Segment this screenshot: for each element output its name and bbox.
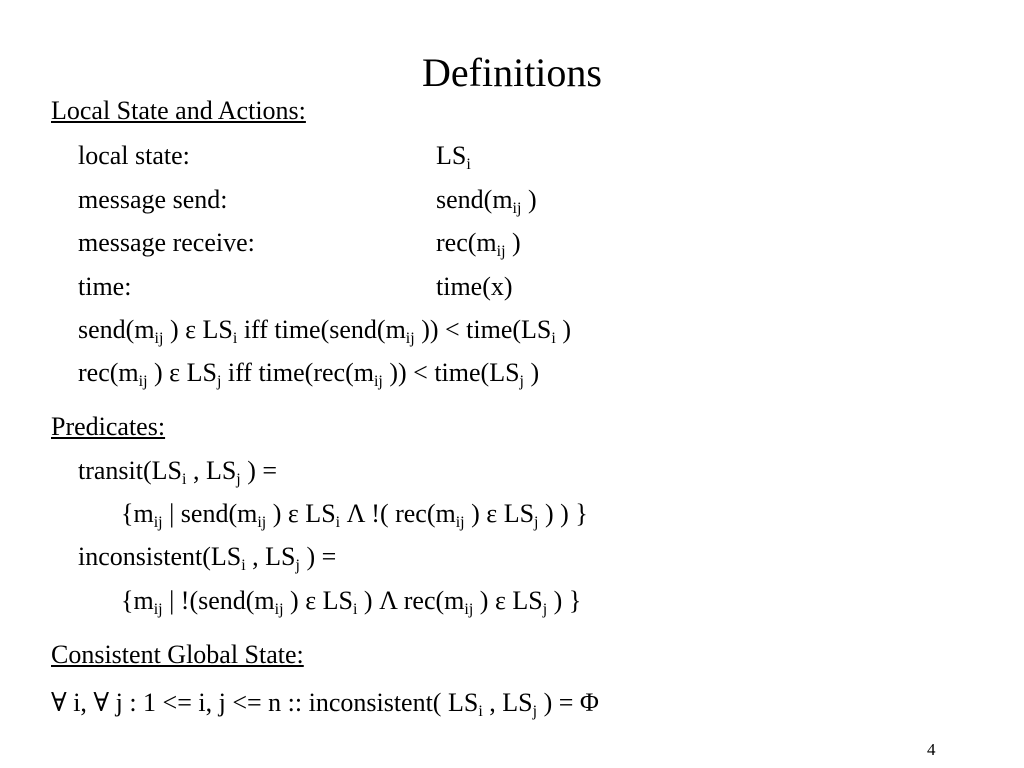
- def-value: $send(m_{ij}$ ): [436, 185, 537, 217]
- consistent-state-formula: ∀ i, ∀ j : 1 <= i, j <= n :: inconsistent( $LS_i$ , $LS_j$ ) = Φ: [51, 688, 599, 720]
- def-label: message receive:: [78, 228, 255, 257]
- def-time: [78, 270, 513, 304]
- def-local-state: [78, 139, 471, 173]
- def-message-receive: [78, 226, 521, 260]
- def-value: $LS_i$: [436, 141, 471, 173]
- def-value: $rec(m_{ij}$ ): [436, 228, 521, 260]
- rule-rec: $rec(m_{ij}$ ) ε $LS_j$ iff $time(rec(m_{ij}$ )) < $time(LS_j$ ): [78, 358, 540, 390]
- def-value: time(x): [436, 272, 513, 301]
- inconsistent-set: {$m_{ij}$ | $!(send(m_{ij}$ ) ε $LS_i$ ) Λ $rec(m_{ij}$ ) ε $LS_j$ ) }: [121, 586, 582, 618]
- page-number: 4: [927, 740, 936, 759]
- def-label: message send:: [78, 185, 228, 214]
- def-label: local state:: [78, 141, 190, 170]
- section-heading-consistent-global-state: Consistent Global State:: [51, 640, 304, 669]
- transit-set: {$m_{ij}$ | $send(m_{ij}$ ) ε $LS_i$ Λ !( $rec(m_{ij}$ ) ε $LS_j$ ) ) }: [121, 499, 588, 531]
- inconsistent-definition: $inconsistent(LS_i$ , $LS_j$ ) =: [78, 542, 337, 574]
- slide-title: Definitions: [422, 50, 602, 95]
- rule-send: $send(m_{ij}$ ) ε $LS_i$ iff $time(send(m_{ij}$ )) < $time(LS_i$ ): [78, 315, 572, 347]
- def-label: time:: [78, 272, 132, 301]
- def-message-send: [78, 183, 537, 217]
- transit-definition: $transit(LS_i$ , $LS_j$ ) =: [78, 456, 278, 488]
- section-heading-local-state: Local State and Actions:: [51, 96, 306, 125]
- section-heading-predicates: Predicates:: [51, 412, 166, 441]
